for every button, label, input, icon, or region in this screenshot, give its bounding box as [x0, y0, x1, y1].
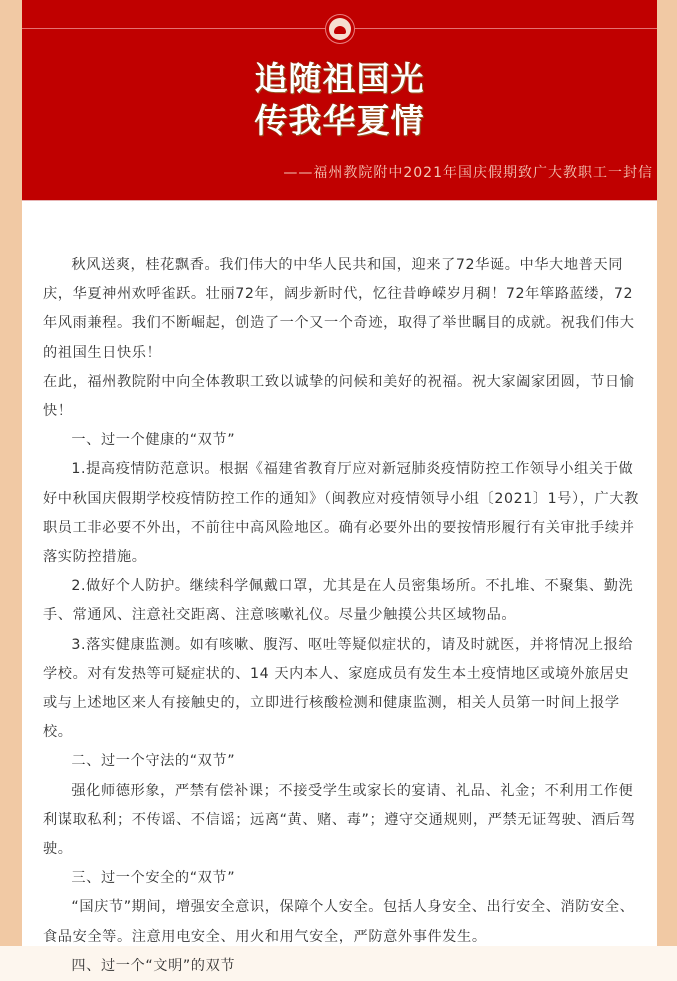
- title-line-1: 追随祖国光: [254, 59, 425, 98]
- page-title: [22, 58, 657, 142]
- letter-body: [43, 251, 640, 981]
- section-heading-safety: 三、过一个安全的“双节”: [71, 870, 236, 887]
- health-item-protection: 2.做好个人防护。继续科学佩戴口罩，尤其是在人员密集场所。不扎堆、不聚集、勤洗手、常通风、注意社交距离、注意咳嗽礼仪。尽量少触摸公共区域物品。: [43, 578, 634, 624]
- section-heading-health: 一、过一个健康的“双节”: [71, 432, 236, 449]
- section-heading-civility: 四、过一个“文明”的双节: [71, 957, 236, 974]
- paragraph-wishes: 在此，福州教院附中向全体教职工致以诚挚的问候和美好的祝福。祝大家阖家团圆，节日愉快！: [43, 373, 635, 420]
- health-item-awareness: 1.提高疫情防范意识。根据《福建省教育厅应对新冠肺炎疫情防控工作领导小组关于做好中秋国庆假期学校疫情防控工作的通知》（闽教应对疫情领导小组〔2021〕1号），广大教职员工非必要不外出，不前往中高风险地区。确有必要外出的要按情形履行有关审批手续并落实防控措施。: [43, 461, 639, 566]
- paragraph-greeting: 秋风送爽，桂花飘香。我们伟大的中华人民共和国，迎来了72华诞。中华大地普天同庆，华夏神州欢呼雀跃。壮丽72年，阔步新时代，忆往昔峥嵘岁月稠！72年筚路蓝缕，72年风雨兼程。我们不断崛起，创造了一个又一个奇迹，取得了举世瞩目的成就。祝我们伟大的祖国生日快乐！: [43, 257, 635, 361]
- header-banner: [22, 0, 657, 201]
- right-border: [657, 0, 677, 946]
- health-item-monitoring: 3.落实健康监测。如有咳嗽、腹泻、呕吐等疑似症状的，请及时就医，并将情况上报给学校。对有发热等可疑症状的、14 天内本人、家庭成员有发生本土疫情地区或境外旅居史或与上述地区来人有接触史的，立即进行核酸检测和健康监测，相关人员第一时间上报学校。: [43, 636, 634, 741]
- safety-body: “国庆节”期间，增强安全意识，保障个人安全。包括人身安全、出行安全、消防安全、食品安全等。注意用电安全、用火和用气安全，严防意外事件发生。: [43, 899, 635, 945]
- title-line-2: 传我华夏情: [254, 101, 425, 140]
- left-border: [0, 0, 22, 946]
- page-subtitle: ——福州教院附中2021年国庆假期致广大教职工一封信: [283, 165, 653, 181]
- lantern-icon: [329, 18, 351, 40]
- law-body: 强化师德形象，严禁有偿补课；不接受学生或家长的宴请、礼品、礼金；不利用工作便利谋取私利；不传谣、不信谣；远离“黄、赌、毒”；遵守交通规则，严禁无证驾驶、酒后驾驶。: [43, 782, 636, 858]
- section-heading-law: 二、过一个守法的“双节”: [71, 753, 236, 770]
- letter-page: [22, 0, 657, 974]
